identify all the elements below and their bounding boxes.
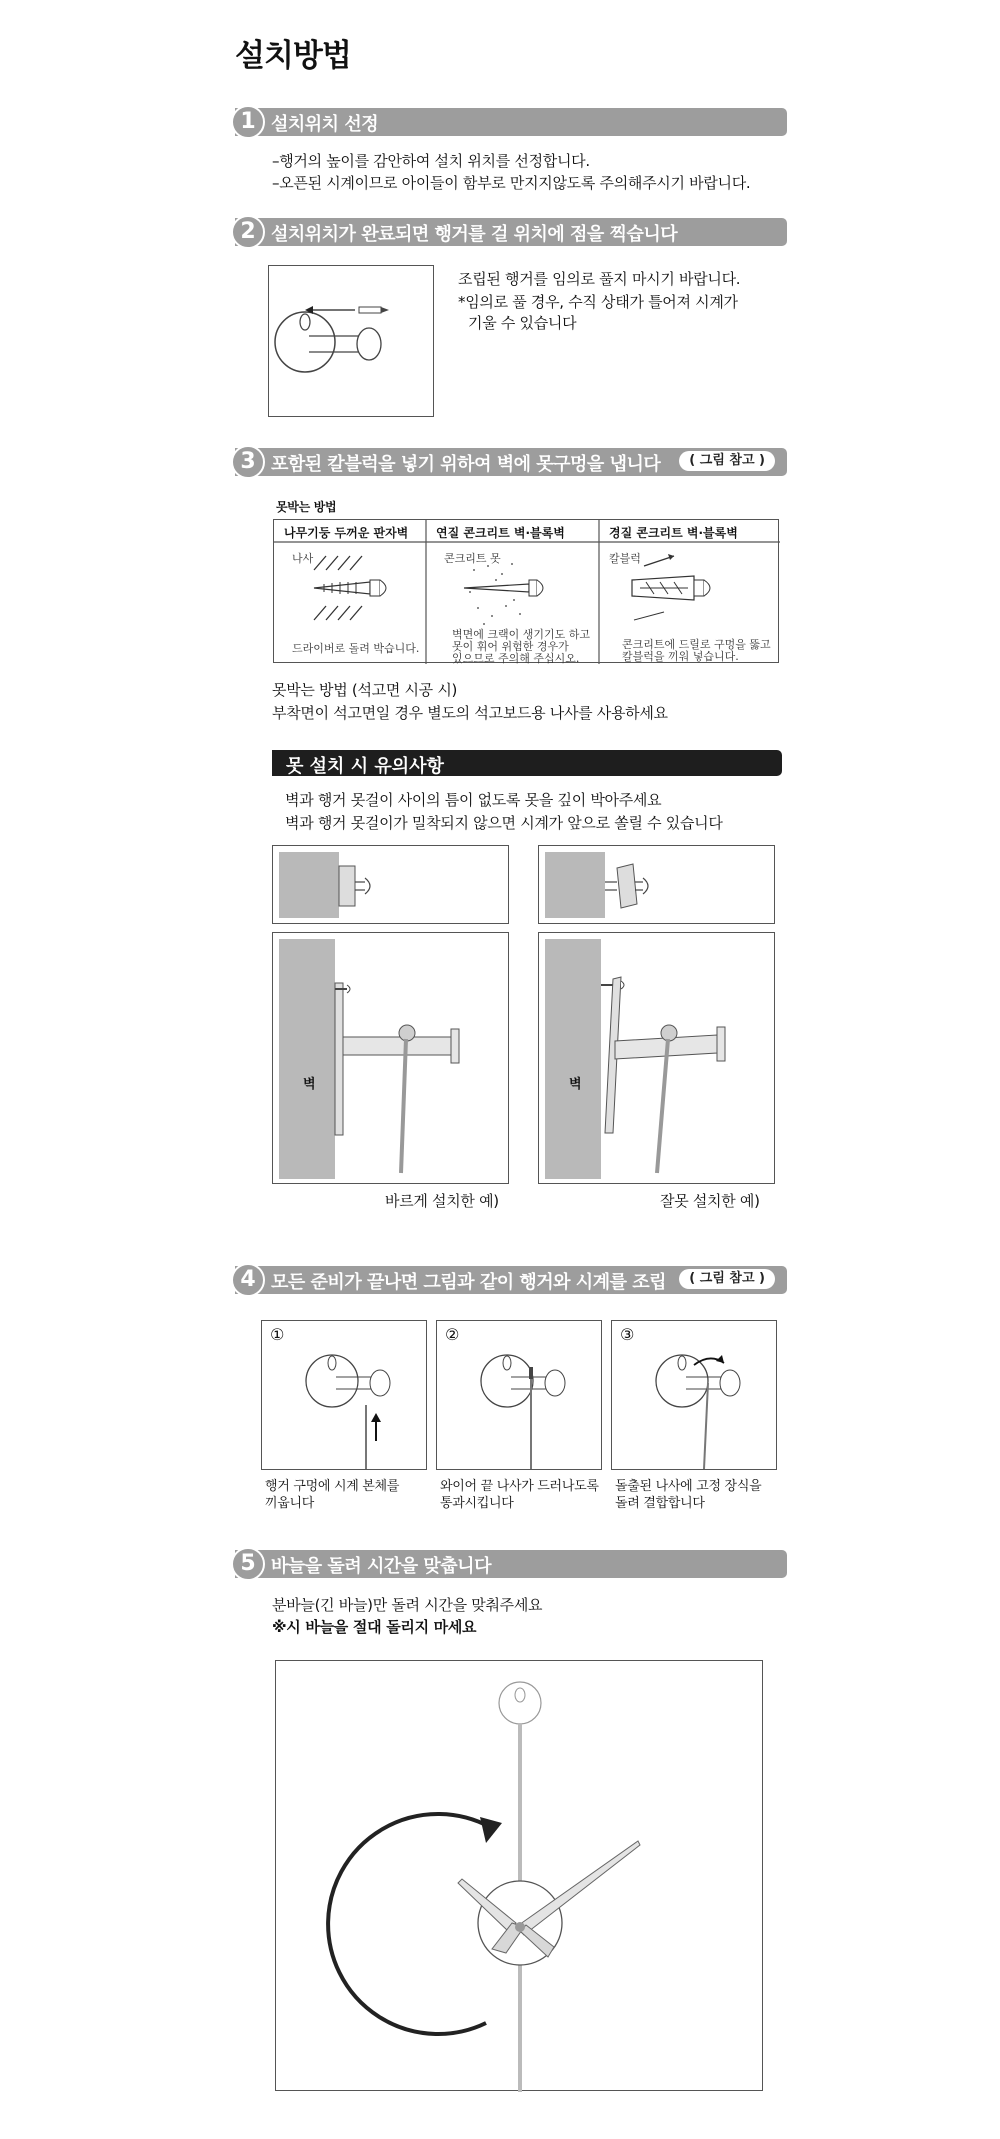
panel-3-caption-line-1: 돌출된 나사에 고정 장식을 (615, 1479, 762, 1494)
hanger-diagram (268, 265, 434, 417)
caution-header (272, 750, 782, 776)
step1-line-2: –오픈된 시계이므로 아이들이 함부로 만지지않도록 주의해주시기 바랍니다. (272, 174, 751, 192)
panel-3-caption-line-2: 돌려 결합합니다 (615, 1496, 705, 1511)
panel-2-caption (440, 1478, 599, 1512)
step4-number: 4 (231, 1263, 265, 1297)
step2-note-1: 조립된 행거를 임의로 풀지 마시기 바랍니다. (458, 270, 741, 288)
col2-note-2: 못이 휘어 위험한 경우가 (452, 640, 569, 653)
step1-number: 1 (231, 105, 265, 139)
step3-header (235, 448, 787, 476)
step4-header (235, 1266, 787, 1294)
nailing-method-table (273, 519, 779, 663)
panel-1-caption-line-1: 행거 구멍에 시계 본체를 (265, 1479, 400, 1494)
step1-title: 설치위치 선정 (271, 114, 379, 135)
correct-wall-label: 벽 (303, 1077, 316, 1092)
panel-2-mark: ② (445, 1325, 460, 1344)
correct-installation (272, 932, 509, 1184)
step1-header (235, 108, 787, 136)
col2-note-3: 있으므로 주의해 주십시오. (452, 652, 580, 665)
step2-note-2: *임의로 풀 경우, 수직 상태가 틀어져 시계가 (458, 293, 738, 311)
col3-header: 경질 콘크리트 벽·블록벽 (609, 526, 738, 540)
step3-title: 포함된 칼블럭을 넣기 위하여 벽에 못구멍을 냅니다 (271, 454, 661, 475)
col2-tag: 콘크리트 못 (444, 552, 501, 565)
caution-line-1: 벽과 행거 못걸이 사이의 틈이 없도록 못을 깊이 박아주세요 (285, 791, 662, 809)
caution-line-2: 벽과 행거 못걸이가 밀착되지 않으면 시계가 앞으로 쏠릴 수 있습니다 (285, 814, 723, 832)
gypsum-title: 못박는 방법 (석고면 시공 시) (272, 681, 458, 699)
step2-title: 설치위치가 완료되면 행거를 걸 위치에 점을 찍습니다 (271, 224, 678, 245)
panel-1-mark: ① (270, 1325, 285, 1344)
wrong-detail (538, 845, 775, 924)
panel-3-caption (615, 1478, 761, 1512)
panel-1-caption (265, 1478, 399, 1512)
step5-title: 바늘을 돌려 시간을 맞춥니다 (271, 1556, 491, 1577)
step2-number: 2 (231, 215, 265, 249)
col1-tag: 나사 (292, 552, 314, 565)
step2-header (235, 218, 787, 246)
step4-title: 모든 준비가 끝나면 그림과 같이 행거와 시계를 조립 (271, 1272, 667, 1293)
correct-caption: 바르게 설치한 예) (385, 1192, 499, 1210)
step4-reference: ( 그림 참고 ) (679, 1269, 775, 1289)
step1-line-1: –행거의 높이를 감안하여 설치 위치를 선정합니다. (272, 152, 590, 170)
step3-reference: ( 그림 참고 ) (679, 451, 775, 471)
col2-note-1: 벽면에 크랙이 생기기도 하고 (452, 628, 591, 641)
page-title: 설치방법 (235, 38, 351, 74)
step5-line-1: 분바늘(긴 바늘)만 돌려 시간을 맞춰주세요 (272, 1596, 543, 1614)
step5-header (235, 1550, 787, 1578)
wrong-wall-label: 벽 (569, 1077, 582, 1092)
col3-note-1: 콘크리트에 드릴로 구멍을 뚫고 (622, 638, 771, 651)
panel-2-caption-line-1: 와이어 끝 나사가 드러나도록 (440, 1479, 599, 1494)
assembly-panel-2 (436, 1320, 602, 1470)
nailing-table-title: 못박는 방법 (276, 500, 337, 514)
col3-tag: 칼블럭 (609, 552, 641, 565)
assembly-panel-1 (261, 1320, 427, 1470)
col3-note-2: 칼블럭을 끼워 넣습니다. (622, 650, 739, 663)
step3-number: 3 (231, 445, 265, 479)
panel-2-caption-line-2: 통과시킵니다 (440, 1496, 514, 1511)
step2-note-3: 기울 수 있습니다 (468, 314, 577, 332)
wrong-caption: 잘못 설치한 예) (660, 1192, 760, 1210)
step5-number: 5 (231, 1547, 265, 1581)
step5-line-2: ※시 바늘을 절대 돌리지 마세요 (272, 1618, 477, 1636)
col1-header: 나무기둥 두꺼운 판자벽 (284, 526, 409, 540)
assembly-panel-3 (611, 1320, 777, 1470)
panel-1-caption-line-2: 끼웁니다 (265, 1496, 315, 1511)
wrong-installation (538, 932, 775, 1184)
col2-header: 연질 콘크리트 벽·블록벽 (436, 526, 565, 540)
panel-3-mark: ③ (620, 1325, 635, 1344)
clock-hands-diagram (275, 1660, 763, 2091)
gypsum-desc: 부착면이 석고면일 경우 별도의 석고보드용 나사를 사용하세요 (272, 704, 668, 722)
col1-note: 드라이버로 돌려 박습니다. (292, 642, 420, 655)
correct-detail (272, 845, 509, 924)
caution-title: 못 설치 시 유의사항 (286, 756, 444, 777)
